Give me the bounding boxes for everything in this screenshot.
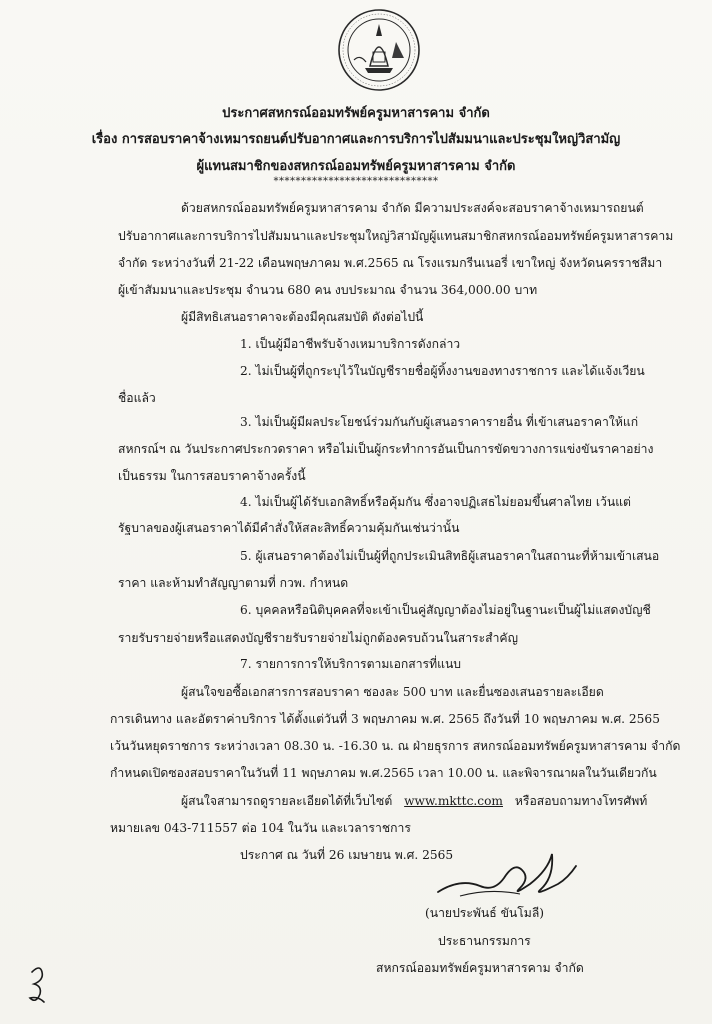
qualification-item-2: 2. ไม่เป็นผู้ที่ถูกระบุไว้ในบัญชีรายชื่อผู้ทิ้งงานของทางราชการ และได้แจ้งเวียน <box>240 364 645 378</box>
contact-text-after-link: หรือสอบถามทางโทรศัพท์ <box>514 794 648 808</box>
qualifications-heading: ผู้มีสิทธิเสนอราคาจะต้องมีคุณสมบัติ ดังต่อไปนี้ <box>181 310 424 324</box>
purchase-line-3: เว้นวันหยุดราชการ ระหว่างเวลา 08.30 น. -16.30 น. ณ ฝ่ายธุรการ สหกรณ์ออมทรัพย์ครูมหาสารคาม จำกัด <box>110 739 681 753</box>
qualification-item-3: 3. ไม่เป็นผู้มีผลประโยชน์ร่วมกันกับผู้เสนอราคารายอื่น ที่เข้าเสนอราคาให้แก่ <box>240 415 639 429</box>
intro-line-3: จำกัด ระหว่างวันที่ 21-22 เดือนพฤษภาคม พ.ศ.2565 ณ โรงแรมกรีนเนอรี่ เขาใหญ่ จังหวัดนครราชสีมา <box>118 256 663 270</box>
separator-stars: ****************************** <box>273 176 439 187</box>
announcement-subject: เรื่อง การสอบราคาจ้างเหมารถยนต์ปรับอากาศและการบริการไปสัมมนาและประชุมใหญ่วิสามัญ <box>91 132 621 147</box>
announcement-title: ประกาศสหกรณ์ออมทรัพย์ครูมหาสารคาม จำกัด <box>222 106 490 121</box>
qualification-item-5-cont: ราคา และห้ามทำสัญญาตามที่ กวพ. กำหนด <box>118 576 349 590</box>
website-link[interactable]: www.mkttc.com <box>404 794 503 808</box>
cooperative-seal-logo <box>330 6 428 94</box>
intro-line-1: ด้วยสหกรณ์ออมทรัพย์ครูมหาสารคาม จำกัด มีความประสงค์จะสอบราคาจ้างเหมารถยนต์ <box>181 201 644 215</box>
intro-line-4: ผู้เข้าสัมมนาและประชุม จำนวน 680 คน งบประมาณ จำนวน 364,000.00 บาท <box>118 283 538 297</box>
announcement-date: ประกาศ ณ วันที่ 26 เมษายน พ.ศ. 2565 <box>240 848 454 862</box>
qualification-item-7: 7. รายการการให้บริการตามเอกสารที่แนบ <box>240 657 462 671</box>
contact-line-2: หมายเลข 043-711557 ต่อ 104 ในวัน และเวลาราชการ <box>110 821 411 835</box>
purchase-line-2: การเดินทาง และอัตราค่าบริการ ได้ตั้งแต่วันที่ 3 พฤษภาคม พ.ศ. 2565 ถึงวันที่ 10 พฤษภาคม พ.ศ. 2565 <box>110 712 660 726</box>
contact-text-before-link: ผู้สนใจสามารถดูรายละเอียดได้ที่เว็บไซต์ <box>181 794 393 808</box>
qualification-item-4: 4. ไม่เป็นผู้ได้รับเอกสิทธิ์หรือคุ้มกัน ซึ่งอาจปฏิเสธไม่ยอมขึ้นศาลไทย เว้นแต่ <box>240 495 631 509</box>
purchase-line-4: กำหนดเปิดซองสอบราคาในวันที่ 11 พฤษภาคม พ.ศ.2565 เวลา 10.00 น. และพิจารณาผลในวันเดียวกัน <box>110 766 657 780</box>
contact-line-1 <box>181 793 647 809</box>
handwritten-initial <box>26 962 50 1008</box>
signatory-position: ประธานกรรมการ <box>438 934 531 948</box>
qualification-item-3-cont-1: สหกรณ์ฯ ณ วันประกาศประกวดราคา หรือไม่เป็นผู้กระทำการอันเป็นการขัดขวางการแข่งขันราคาอย่าง <box>118 442 654 456</box>
qualification-item-5: 5. ผู้เสนอราคาต้องไม่เป็นผู้ที่ถูกประเมินสิทธิผู้เสนอราคาในสถานะที่ห้ามเข้าเสนอ <box>240 549 660 563</box>
purchase-line-1: ผู้สนใจขอซื้อเอกสารการสอบราคา ซองละ 500 บาท และยื่นซองเสนอรายละเอียด <box>181 685 604 699</box>
announcement-subject-continued: ผู้แทนสมาชิกของสหกรณ์ออมทรัพย์ครูมหาสารคาม จำกัด <box>196 159 516 174</box>
intro-line-2: ปรับอากาศและการบริการไปสัมมนาและประชุมใหญ่วิสามัญผู้แทนสมาชิกสหกรณ์ออมทรัพย์ครูมหาสารคาม <box>118 229 674 243</box>
qualification-item-2-cont: ชื่อแล้ว <box>118 391 156 405</box>
qualification-item-4-cont: รัฐบาลของผู้เสนอราคาได้มีคำสั่งให้สละสิทธิ์ความคุ้มกันเช่นว่านั้น <box>118 521 460 535</box>
signature-image <box>430 848 580 904</box>
qualification-item-6: 6. บุคคลหรือนิติบุคคลที่จะเข้าเป็นคู่สัญญาต้องไม่อยู่ในฐานะเป็นผู้ไม่แสดงบัญชี <box>240 603 651 617</box>
qualification-item-1: 1. เป็นผู้มีอาชีพรับจ้างเหมาบริการดังกล่าว <box>240 337 461 351</box>
signatory-organization: สหกรณ์ออมทรัพย์ครูมหาสารคาม จำกัด <box>376 961 584 975</box>
qualification-item-6-cont: รายรับรายจ่ายหรือแสดงบัญชีรายรับรายจ่ายไม่ถูกต้องครบถ้วนในสาระสำคัญ <box>118 631 518 645</box>
signatory-name: (นายประพันธ์ ขันโมลี) <box>425 906 545 920</box>
qualification-item-3-cont-2: เป็นธรรม ในการสอบราคาจ้างครั้งนี้ <box>118 469 306 483</box>
